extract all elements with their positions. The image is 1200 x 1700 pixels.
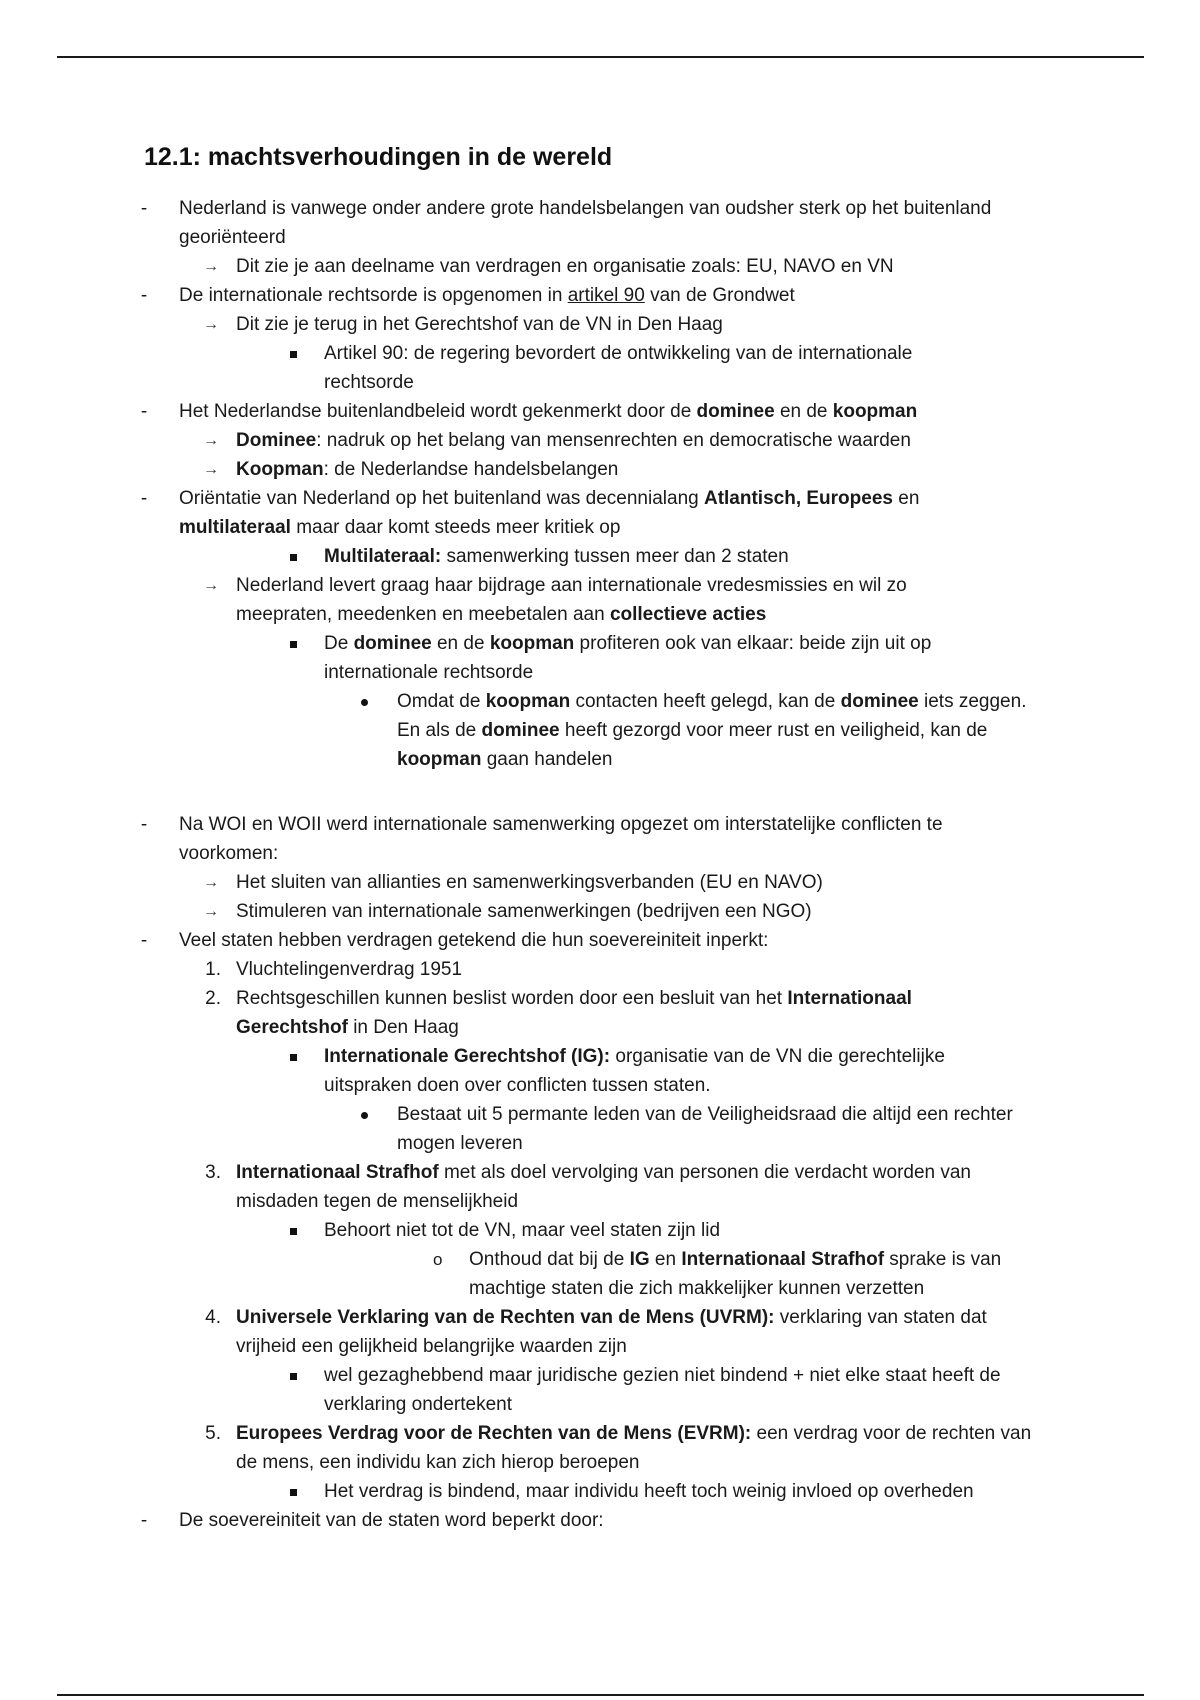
text-line <box>236 456 618 484</box>
bold-term: collectieve acties <box>609 604 767 625</box>
text-line <box>469 1246 1001 1274</box>
text-line <box>397 746 612 774</box>
round-bullet-icon <box>361 699 368 706</box>
text-line: uitspraken doen over conflicten tussen staten. <box>324 1075 711 1096</box>
list-number: 1. <box>205 959 221 980</box>
bold-term: Gerechtshof <box>236 1017 348 1038</box>
text-line <box>236 1159 971 1187</box>
text-run: profiteren ook van elkaar: beide zijn uit op <box>574 633 932 654</box>
square-bullet-icon <box>290 641 297 648</box>
text-run: Oriëntatie van Nederland op het buitenland was decennialang <box>179 488 704 509</box>
arrow-bullet-icon: → <box>203 258 219 275</box>
text-line: Vluchtelingenverdrag 1951 <box>236 959 463 980</box>
bold-term: Atlantisch, Europees <box>703 488 893 509</box>
text-run: sprake is van <box>884 1249 1002 1270</box>
square-bullet-icon <box>290 1373 297 1380</box>
bold-term: koopman <box>397 749 482 770</box>
text-run: en de <box>774 401 833 422</box>
text-line: voorkomen: <box>179 843 279 864</box>
dash-bullet: - <box>140 930 148 951</box>
text-run: gaan handelen <box>481 749 613 770</box>
list-number: 3. <box>205 1162 221 1183</box>
text-run: met als doel vervolging van personen die verdacht worden van <box>438 1162 972 1183</box>
dash-bullet: - <box>140 1510 148 1531</box>
text-line <box>324 1043 945 1071</box>
text-line: Het sluiten van allianties en samenwerkingsverbanden (EU en NAVO) <box>236 872 823 893</box>
square-bullet-icon <box>290 1489 297 1496</box>
bold-term: dominee <box>696 401 775 422</box>
circle-bullet-icon: o <box>433 1250 443 1269</box>
square-bullet-icon <box>290 1228 297 1235</box>
bold-term: dominee <box>840 691 919 712</box>
text-run: in Den Haag <box>347 1017 459 1038</box>
text-line: de mens, een individu kan zich hierop beroepen <box>236 1452 640 1473</box>
bold-term: Koopman <box>236 459 324 480</box>
text-line: Het verdrag is bindend, maar individu heeft toch weinig invloed op overheden <box>324 1481 974 1502</box>
bold-term: Europees Verdrag voor de Rechten van de Mens (EVRM): <box>236 1423 752 1444</box>
text-run: Rechtsgeschillen kunnen beslist worden door een besluit van het <box>236 988 788 1009</box>
list-number: 2. <box>205 988 221 1009</box>
bold-term: Internationaal <box>787 988 912 1009</box>
text-line <box>179 485 919 513</box>
text-run: contacten heeft gelegd, kan de <box>570 691 841 712</box>
arrow-bullet-icon: → <box>203 316 219 333</box>
text-line: machtige staten die zich makkelijker kunnen verzetten <box>469 1278 925 1299</box>
bold-term: multilateraal <box>179 517 291 538</box>
dash-bullet: - <box>140 285 148 306</box>
bold-term: Dominee <box>236 430 317 451</box>
underlined-term: artikel 90 <box>567 285 645 306</box>
text-line <box>179 282 795 310</box>
text-run: De internationale rechtsorde is opgenomen in <box>179 285 568 306</box>
text-line: De soevereiniteit van de staten word beperkt door: <box>179 1510 604 1531</box>
text-line: rechtsorde <box>324 372 414 393</box>
text-line <box>236 601 766 629</box>
dash-bullet: - <box>140 401 148 422</box>
bold-term: Internationale Gerechtshof (IG): <box>324 1046 611 1067</box>
bold-term: dominee <box>481 720 560 741</box>
page-title: 12.1: machtsverhoudingen in de wereld <box>144 143 613 171</box>
text-line <box>236 427 911 455</box>
text-run: heeft gezorgd voor meer rust en veiligheid, kan de <box>559 720 988 741</box>
text-run: Het Nederlandse buitenlandbeleid wordt gekenmerkt door de <box>179 401 697 422</box>
arrow-bullet-icon: → <box>203 461 219 478</box>
footer-rule <box>57 1694 1144 1696</box>
dash-bullet: - <box>140 814 148 835</box>
dash-bullet: - <box>140 488 148 509</box>
text-line: Dit zie je aan deelname van verdragen en organisatie zoals: EU, NAVO en VN <box>236 256 894 277</box>
arrow-bullet-icon: → <box>203 903 219 920</box>
text-line <box>236 1420 1031 1448</box>
text-run: een verdrag voor de rechten van <box>751 1423 1032 1444</box>
text-line: Stimuleren van internationale samenwerkingen (bedrijven een NGO) <box>236 901 812 922</box>
text-line <box>397 717 987 745</box>
list-number: 5. <box>205 1423 221 1444</box>
text-run: en <box>649 1249 682 1270</box>
text-run: En als de <box>397 720 482 741</box>
text-run: Omdat de <box>397 691 486 712</box>
text-line <box>236 1014 459 1042</box>
square-bullet-icon <box>290 351 297 358</box>
bold-term: Internationaal Strafhof <box>236 1162 439 1183</box>
text-run: iets zeggen. <box>918 691 1027 712</box>
text-line <box>236 1304 987 1332</box>
text-line <box>179 514 620 542</box>
text-line <box>324 630 931 658</box>
header-rule <box>57 56 1144 58</box>
dash-bullet: - <box>140 198 148 219</box>
text-run: van de Grondwet <box>644 285 795 306</box>
bold-term: IG <box>629 1249 650 1270</box>
round-bullet-icon <box>361 1112 368 1119</box>
text-run: verklaring van staten dat <box>774 1307 987 1328</box>
text-line: Nederland is vanwege onder andere grote handelsbelangen van oudsher sterk op het buitenland <box>179 198 992 219</box>
text-line: Dit zie je terug in het Gerechtshof van de VN in Den Haag <box>236 314 723 335</box>
text-line: wel gezaghebbend maar juridische gezien niet bindend + niet elke staat heeft de <box>324 1365 1001 1386</box>
text-line <box>397 688 1026 716</box>
text-line: internationale rechtsorde <box>324 662 534 683</box>
text-line <box>236 985 912 1013</box>
bold-term: dominee <box>353 633 432 654</box>
square-bullet-icon <box>290 554 297 561</box>
bold-term: koopman <box>832 401 918 422</box>
text-line: mogen leveren <box>397 1133 523 1154</box>
text-run: en de <box>431 633 490 654</box>
square-bullet-icon <box>290 1054 297 1061</box>
bold-term: Universele Verklaring van de Rechten van de Mens (UVRM): <box>236 1307 775 1328</box>
arrow-bullet-icon: → <box>203 432 219 449</box>
list-number: 4. <box>205 1307 221 1328</box>
text-line: Behoort niet tot de VN, maar veel staten zijn lid <box>324 1220 721 1241</box>
text-line <box>324 543 789 571</box>
text-line: Veel staten hebben verdragen getekend die hun soevereiniteit inperkt: <box>179 930 769 951</box>
bold-term: koopman <box>489 633 575 654</box>
text-line: vrijheid een gelijkheid belangrijke waarden zijn <box>236 1336 627 1357</box>
text-line: georiënteerd <box>179 227 286 248</box>
text-line: Nederland levert graag haar bijdrage aan internationale vredesmissies en wil zo <box>236 575 907 596</box>
text-run: samenwerking tussen meer dan 2 staten <box>441 546 789 567</box>
bold-term: Internationaal Strafhof <box>681 1249 885 1270</box>
arrow-bullet-icon: → <box>203 577 219 594</box>
text-line: misdaden tegen de menselijkheid <box>236 1191 519 1212</box>
text-run: maar daar komt steeds meer kritiek op <box>290 517 621 538</box>
arrow-bullet-icon: → <box>203 874 219 891</box>
bold-term: Multilateraal: <box>324 546 442 567</box>
text-line: verklaring ondertekent <box>324 1394 512 1415</box>
text-run: Onthoud dat bij de <box>469 1249 630 1270</box>
text-run: meepraten, meedenken en meebetalen aan <box>236 604 610 625</box>
text-line: Bestaat uit 5 permante leden van de Veiligheidsraad die altijd een rechter <box>397 1104 1013 1125</box>
text-run: : de Nederlandse handelsbelangen <box>323 459 619 480</box>
text-run: : nadruk op het belang van mensenrechten en democratische waarden <box>316 430 911 451</box>
text-run: organisatie van de VN die gerechtelijke <box>610 1046 945 1067</box>
text-line <box>179 398 917 426</box>
text-run: De <box>324 633 354 654</box>
text-line: Na WOI en WOII werd internationale samenwerking opgezet om interstatelijke conflicten te <box>179 814 943 835</box>
text-run: en <box>892 488 920 509</box>
text-line: Artikel 90: de regering bevordert de ontwikkeling van de internationale <box>324 343 913 364</box>
bold-term: koopman <box>485 691 571 712</box>
